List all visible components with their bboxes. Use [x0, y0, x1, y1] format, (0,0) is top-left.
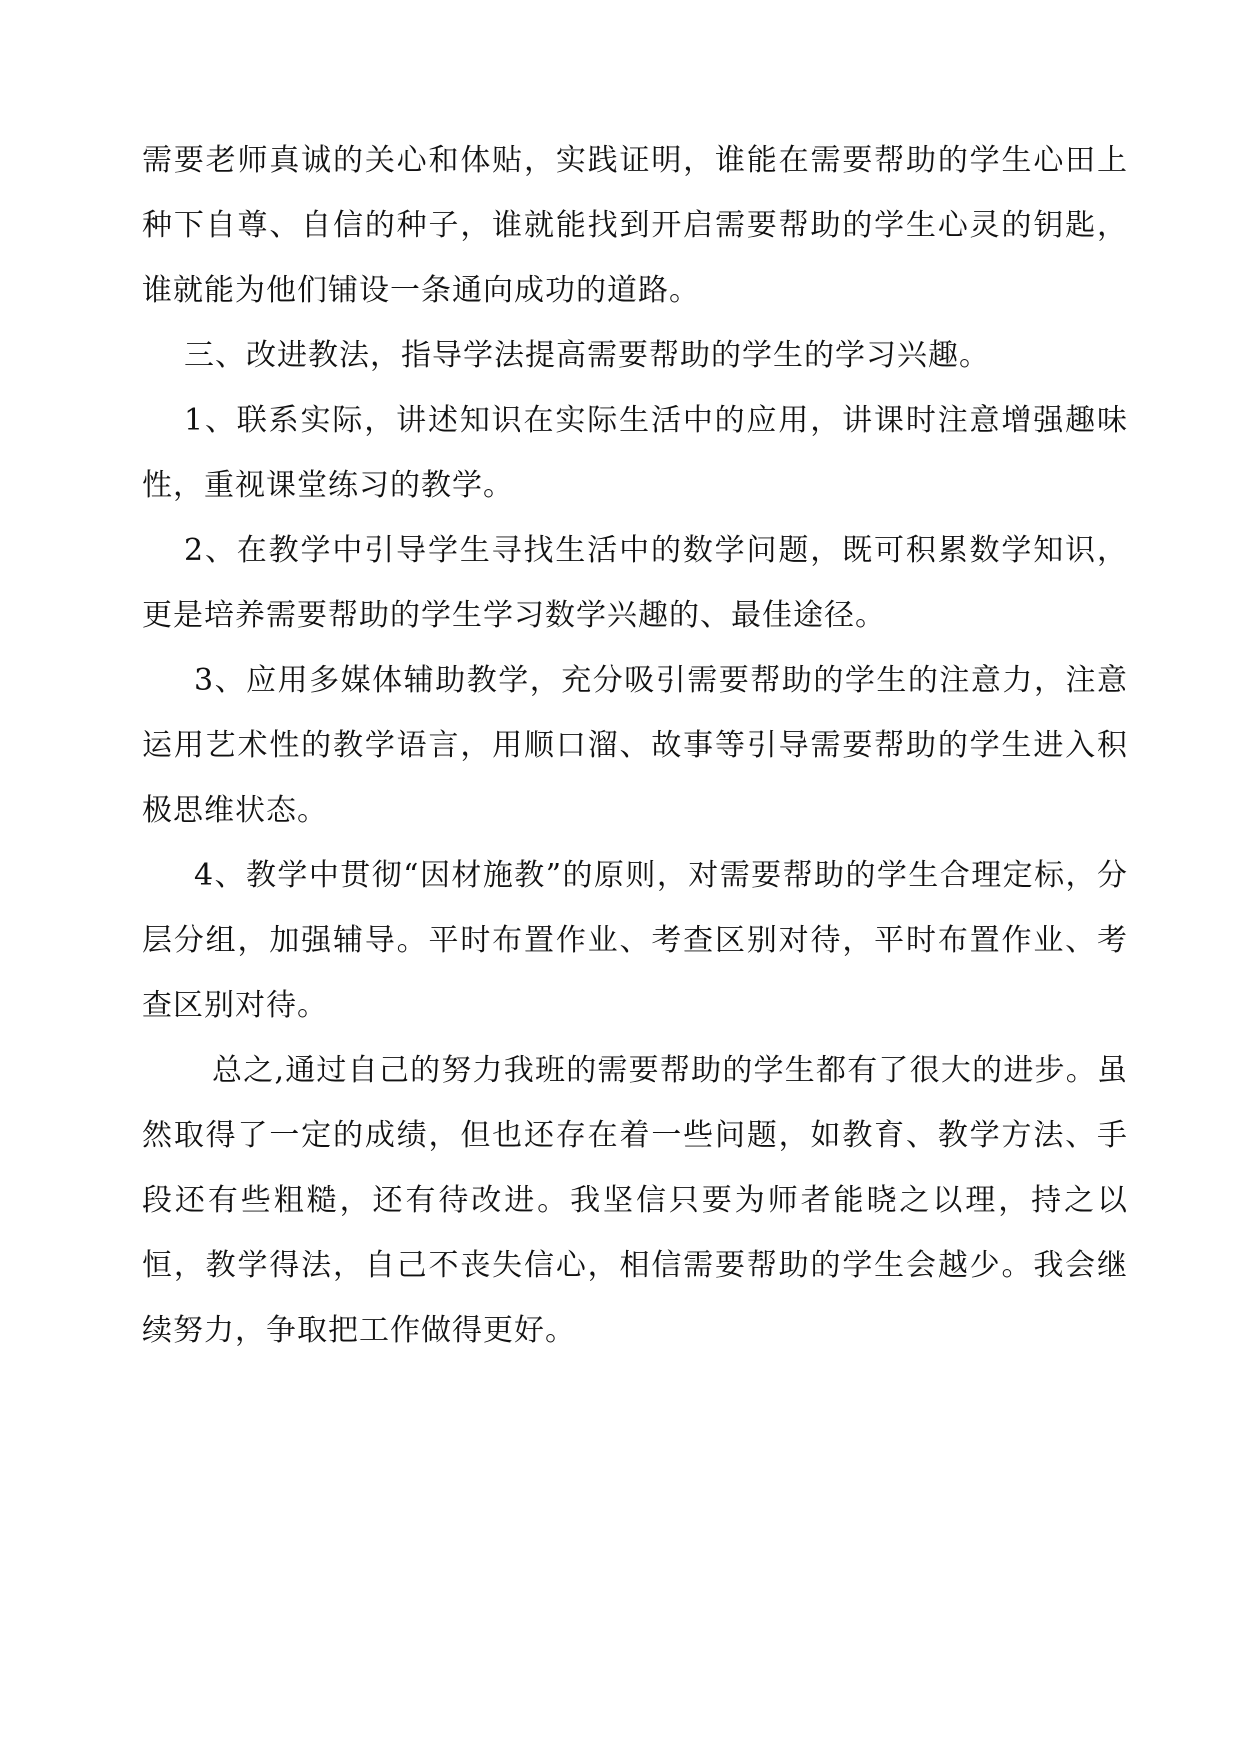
paragraph-continuation: 需要老师真诚的关心和体贴，实践证明，谁能在需要帮助的学生心田上种下自尊、自信的种子，谁就能找到开启需要帮助的学生心灵的钥匙，谁就能为他们铺设一条通向成功的道路。: [142, 143, 1128, 308]
list-item-2: 2、在教学中引导学生寻找生活中的数学问题，既可积累数学知识，更是培养需要帮助的学生学习数学兴趣的、最佳途径。: [142, 533, 1128, 633]
list-item-3: 3、应用多媒体辅助教学，充分吸引需要帮助的学生的注意力，注意运用艺术性的教学语言，用顺口溜、故事等引导需要帮助的学生进入积极思维状态。: [142, 663, 1128, 828]
list-item-1: 1、联系实际，讲述知识在实际生活中的应用，讲课时注意增强趣味性，重视课堂练习的教学。: [142, 403, 1128, 503]
conclusion-paragraph: 总之,通过自己的努力我班的需要帮助的学生都有了很大的进步。虽然取得了一定的成绩，但也还存在着一些问题，如教育、教学方法、手段还有些粗糙，还有待改进。我坚信只要为师者能晓之以理，持之以恒，教学得法，自己不丧失信心，相信需要帮助的学生会越少。我会继续努力，争取把工作做得更好。: [142, 1053, 1128, 1348]
list-item-4: 4、教学中贯彻“因材施教”的原则，对需要帮助的学生合理定标，分层分组，加强辅导。平时布置作业、考查区别对待，平时布置作业、考查区别对待。: [142, 858, 1128, 1023]
document-body: [142, 128, 1128, 1363]
section-heading-3: 三、改进教法，指导学法提高需要帮助的学生的学习兴趣。: [184, 338, 990, 373]
